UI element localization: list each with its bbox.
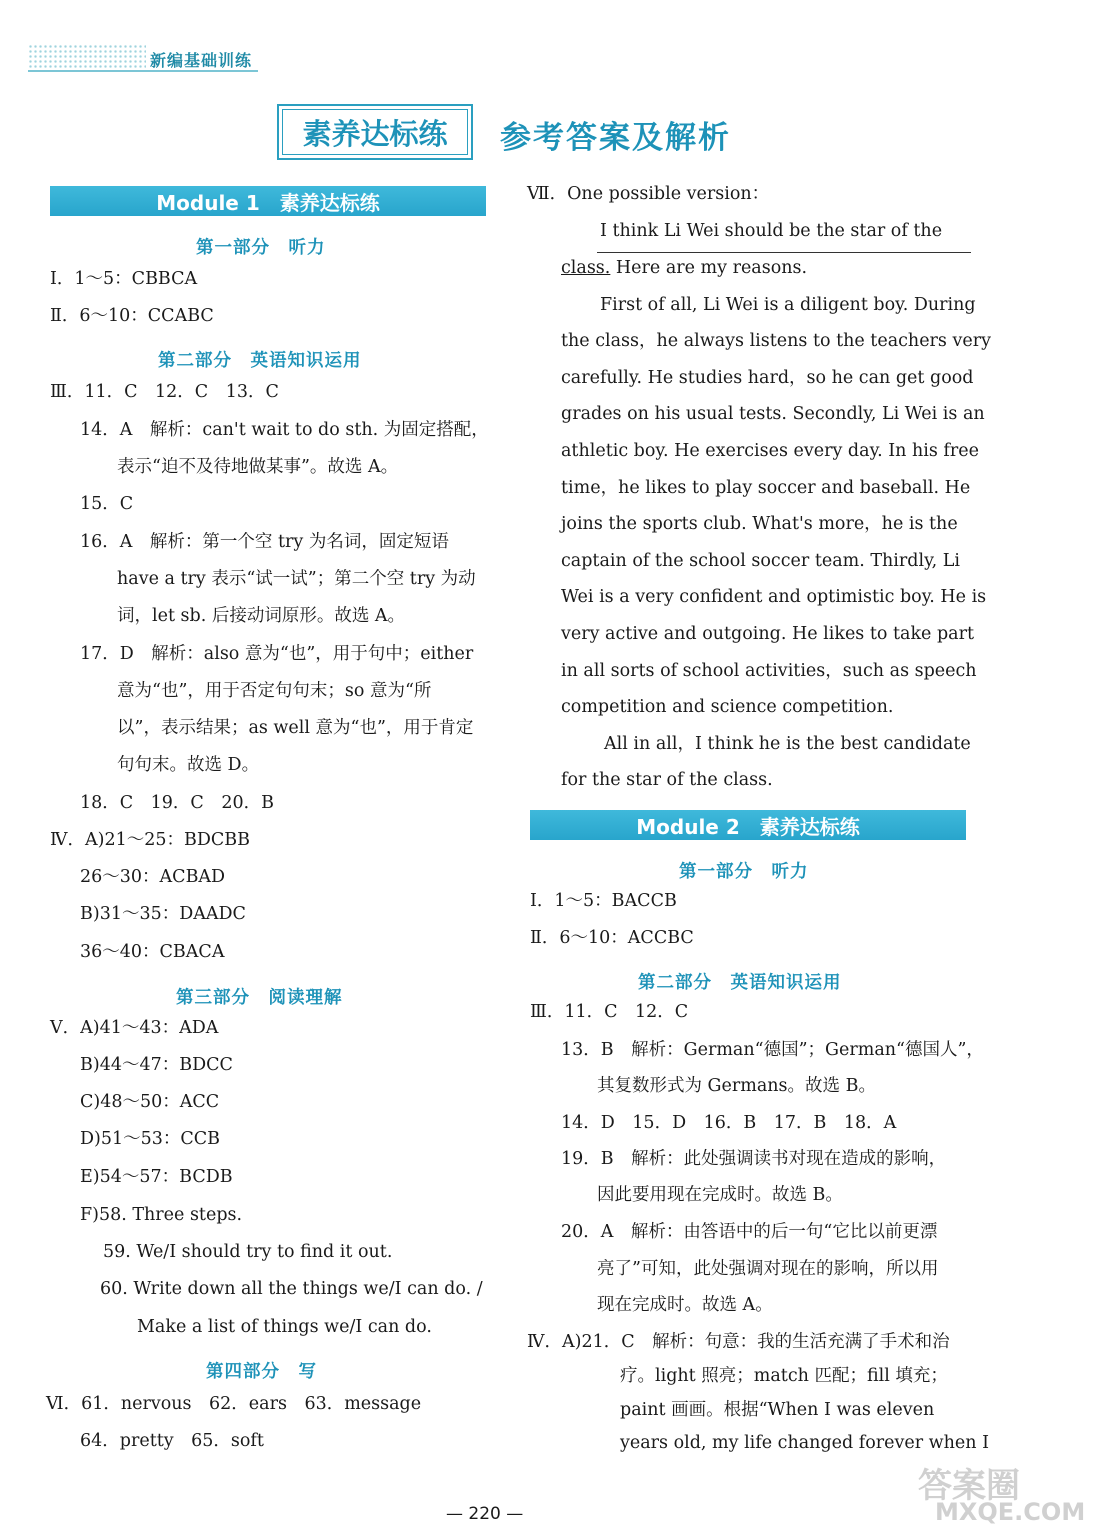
m1-line: F)58. Three steps. [80, 1205, 243, 1225]
m2-line: 疗。light 照亮；match 匹配；fill 填充； [620, 1366, 948, 1386]
m1-line: D)51～53：CCB [80, 1129, 221, 1149]
page-number: — 220 — [446, 1504, 524, 1524]
m1-part3-heading: 第三部分 阅读理解 [176, 988, 343, 1008]
m2-line: 14．D 15．D 16．B 17．B 18．A [561, 1113, 897, 1133]
essay-line: for the star of the class. [561, 770, 773, 790]
m2-line: years old, my life changed forever when I [620, 1433, 990, 1453]
header-dot-band [28, 44, 146, 70]
m2-line: 19．B 解析：此处强调读书对现在造成的影响， [561, 1149, 947, 1169]
module1-bar: Module 1 素养达标练 [50, 186, 486, 216]
brand-label: 新编基础训练 [150, 51, 253, 70]
essay-line: I think Li Wei should be the star of the [600, 221, 943, 241]
watermark-url: MXQE.COM [935, 1498, 1086, 1526]
m1-line: Ⅲ．11．C 12．C 13．C [50, 382, 279, 402]
module2-bar: Module 2 素养达标练 [530, 810, 966, 840]
m1-line: 17．D 解析：also 意为“也”，用于句中；either [80, 644, 474, 664]
m1-line: Ⅳ．A)21～25：BDCBB [50, 830, 250, 850]
essay-line: in all sorts of school activities，such as speech [561, 661, 977, 681]
title-left: 素养达标练 [282, 109, 468, 155]
m1-line: 意为“也”，用于否定句句末；so 意为“所 [117, 681, 432, 701]
m2-line: 13．B 解析：German“德国”；German“德国人”， [561, 1040, 984, 1060]
essay-line: carefully. He studies hard，so he can get good [561, 368, 974, 388]
m1-line: Make a list of things we/I can do. [137, 1317, 432, 1337]
essay-line: captain of the school soccer team. Thirdly, Li [561, 551, 960, 571]
title-right: 参考答案及解析 [500, 120, 731, 156]
m1-line: 15．C [80, 494, 134, 514]
m1-line: Ⅵ．61．nervous 62．ears 63．message [46, 1394, 422, 1414]
essay-text: Here are my reasons. [610, 258, 808, 278]
m2-line: 20．A 解析：由答语中的后一句“它比以前更漂 [561, 1222, 938, 1242]
m1-line: 句句末。故选 D。 [117, 755, 260, 775]
m1-line: 64．pretty 65．soft [80, 1431, 264, 1451]
m2-line: 现在完成时。故选 A。 [597, 1295, 773, 1315]
essay-line: the class，he always listens to the teachers very [561, 331, 991, 351]
m2-part2-heading: 第二部分 英语知识运用 [638, 973, 842, 993]
essay-underlined-word: class. [561, 258, 611, 278]
m1-line: 词，let sb. 后接动词原形。故选 A。 [117, 606, 406, 626]
m2-line: 因此要用现在完成时。故选 B。 [597, 1185, 843, 1205]
title-box [277, 104, 473, 160]
m1-line: 以”，表示结果；as well 意为“也”，用于肯定 [117, 718, 474, 738]
m2-part1-heading: 第一部分 听力 [679, 862, 809, 882]
m2-line: Ⅲ．11．C 12．C [530, 1002, 689, 1022]
m1-line: 16．A 解析：第一个空 try 为名词，固定短语 [80, 532, 449, 552]
m1-line: 18．C 19．C 20．B [80, 793, 274, 813]
m1-line: E)54～57：BCDB [80, 1167, 233, 1187]
m2-line: 其复数形式为 Germans。故选 B。 [597, 1076, 876, 1096]
m1-line: 表示“迫不及待地做某事”。故选 A。 [117, 457, 399, 477]
essay-underline [597, 252, 971, 253]
m1-line: C)48～50：ACC [80, 1092, 220, 1112]
m1-line: 26～30：ACBAD [80, 867, 226, 887]
essay-line: very active and outgoing. He likes to take part [561, 624, 975, 644]
m1-line: 60. Write down all the things we/I can do. / [100, 1279, 483, 1299]
m1-line: Ⅴ．A)41～43：ADA [50, 1018, 219, 1038]
essay-line: time，he likes to play soccer and baseball. He [561, 478, 971, 498]
m1-line: 14．A 解析：can't wait to do sth. 为固定搭配， [80, 420, 489, 440]
watermark-logo: 答案圈 [918, 1466, 1020, 1506]
essay-line: All in all，I think he is the best candidate [604, 734, 971, 754]
m1-line: B)31～35：DAADC [80, 904, 246, 924]
essay-line [561, 260, 807, 278]
essay-line: grades on his usual tests. Secondly, Li Wei is an [561, 404, 985, 424]
m1-part2-heading: 第二部分 英语知识运用 [158, 351, 362, 371]
m1-line: have a try 表示“试一试”；第二个空 try 为动 [117, 569, 476, 589]
m2-line: Ⅰ．1～5：BACCB [530, 891, 677, 911]
m2-line: paint 画画。根据“When I was eleven [620, 1400, 935, 1420]
essay-line: athletic boy. He exercises every day. In his free [561, 441, 979, 461]
essay-line: Wei is a very confident and optimistic boy. He is [561, 587, 987, 607]
m1-part1-heading: 第一部分 听力 [196, 238, 326, 258]
m1-part4-heading: 第四部分 写 [206, 1362, 317, 1382]
m2-line: 亮了”可知，此处强调对现在的影响，所以用 [597, 1259, 939, 1279]
essay-heading: Ⅶ．One possible version： [527, 184, 770, 204]
essay-line: competition and science competition. [561, 697, 894, 717]
m1-line: 59. We/I should try to find it out. [103, 1242, 393, 1262]
essay-line: First of all, Li Wei is a diligent boy. During [600, 295, 976, 315]
m1-line: B)44～47：BDCC [80, 1055, 233, 1075]
m1-line: Ⅱ．6～10：CCABC [50, 306, 214, 326]
essay-line: joins the sports club. What's more，he is the [561, 514, 958, 534]
m1-line: Ⅰ．1～5：CBBCA [50, 269, 198, 289]
m1-line: 36～40：CBACA [80, 942, 225, 962]
m2-line: Ⅱ．6～10：ACCBC [530, 928, 694, 948]
m2-line: Ⅳ．A)21．C 解析：句意：我的生活充满了手术和治 [527, 1332, 950, 1352]
